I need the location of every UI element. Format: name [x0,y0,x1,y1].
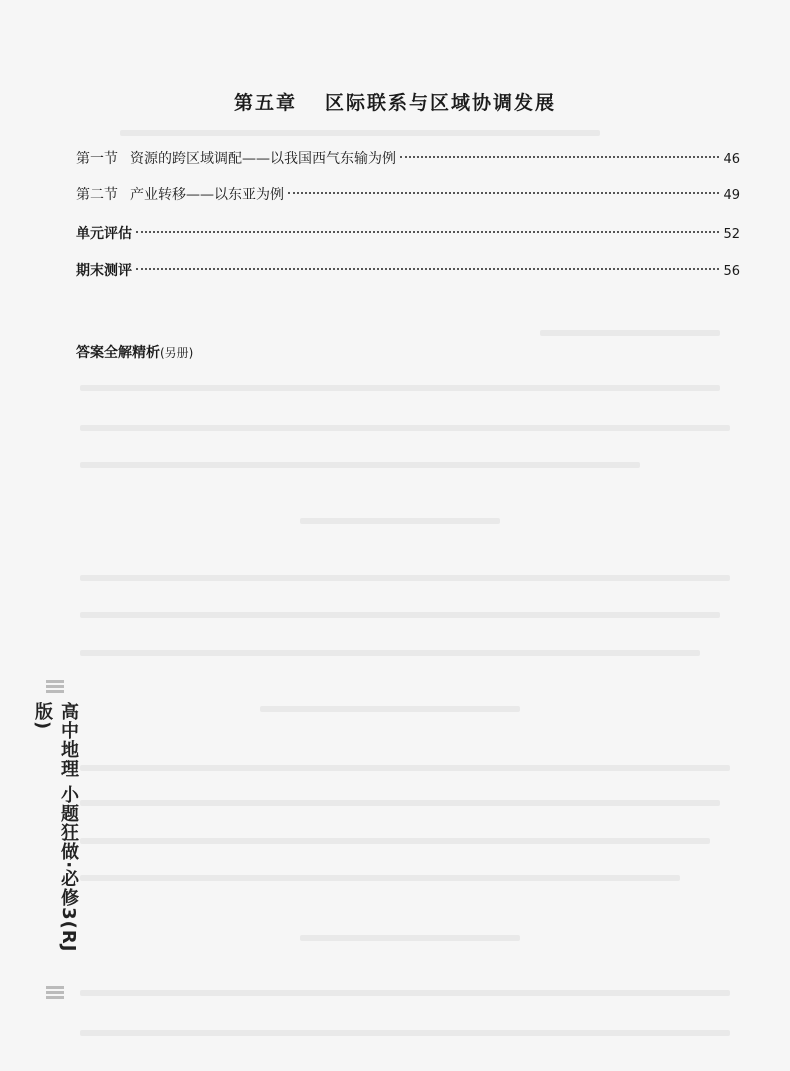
answers-booklet-note: (另册) [160,346,194,360]
toc-entry-final-exam[interactable] [76,261,740,282]
toc-section-number: 第二节 [76,187,118,203]
spine-text: 高中地理 小题狂做·必修3(RJ版) [32,701,79,953]
toc-entry-title: 产业转移——以东亚为例 [130,187,284,203]
toc-section-number: 第一节 [76,151,118,167]
toc-entry-title: 资源的跨区域调配——以我国西气东输为例 [130,151,396,167]
chapter-number: 第五章 [233,92,297,114]
answers-note [76,342,193,362]
dot-leader [400,156,719,158]
toc-page-number: 56 [723,264,740,279]
dot-leader [288,192,719,194]
answers-label: 答案全解精析 [76,345,160,361]
toc-page-number: 49 [723,188,740,203]
toc-page-number: 46 [723,152,740,167]
toc-page-number: 52 [723,227,740,242]
spine-decoration-top [46,680,64,694]
toc-entry-unit-assessment[interactable] [76,224,740,245]
toc-entry-section-1[interactable] [76,149,740,170]
toc-entry-title: 单元评估 [76,226,132,242]
side-spine-label [32,680,79,1000]
chapter-title [0,88,790,115]
dot-leader [136,231,719,233]
spine-decoration-bottom [46,986,64,1000]
toc-entry-title: 期末测评 [76,263,132,279]
chapter-name: 区际联系与区域协调发展 [325,92,557,114]
toc-entry-section-2[interactable] [76,185,740,206]
dot-leader [136,268,719,270]
